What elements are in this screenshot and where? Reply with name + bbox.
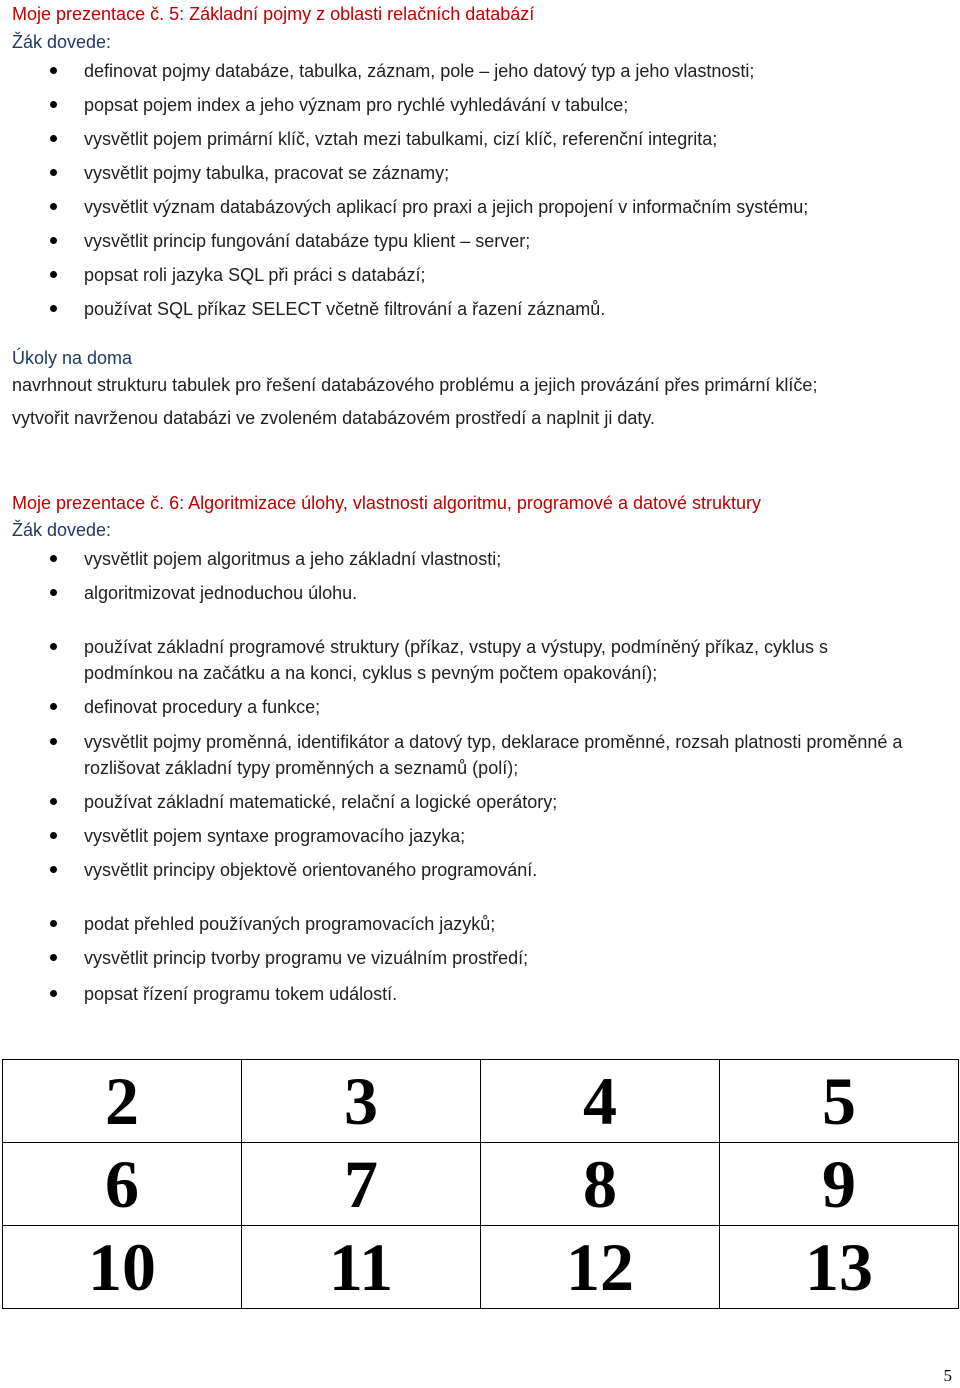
list-item: vysvětlit principy objektově orientovaného programování.	[84, 857, 537, 883]
grid-row	[3, 1143, 959, 1226]
number-grid	[2, 1059, 959, 1309]
homework-item: navrhnout strukturu tabulek pro řešení databázového problému a jejich provázání přes primární klíče;	[12, 375, 818, 395]
grid-row	[3, 1226, 959, 1309]
list-item: popsat pojem index a jeho význam pro rychlé vyhledávání v tabulce;	[84, 92, 628, 118]
grid-cell: 5	[720, 1060, 959, 1143]
grid-row	[3, 1060, 959, 1143]
section-5-heading: Moje prezentace č. 5: Základní pojmy z oblasti relačních databází	[12, 4, 535, 24]
grid-cell: 8	[481, 1143, 720, 1226]
list-item: vysvětlit význam databázových aplikací pro praxi a jejich propojení v informačním systému;	[84, 194, 808, 220]
list-item: vysvětlit princip tvorby programu ve vizuálním prostředí;	[84, 945, 528, 971]
list-item: algoritmizovat jednoduchou úlohu.	[84, 580, 357, 606]
grid-cell: 11	[242, 1226, 481, 1309]
page-number: 5	[943, 1366, 952, 1385]
student-label: Žák dovede:	[12, 32, 112, 52]
list-item: používat základní matematické, relační a logické operátory;	[84, 789, 557, 815]
homework-label: Úkoly na doma	[12, 348, 133, 368]
list-item: definovat procedury a funkce;	[84, 694, 320, 720]
grid-cell: 4	[481, 1060, 720, 1143]
list-item: definovat pojmy databáze, tabulka, záznam, pole – jeho datový typ a jeho vlastnosti;	[84, 58, 754, 84]
list-item: vysvětlit pojem primární klíč, vztah mezi tabulkami, cizí klíč, referenční integrita;	[84, 126, 717, 152]
grid-cell: 13	[720, 1226, 959, 1309]
list-item: vysvětlit pojem syntaxe programovacího jazyka;	[84, 823, 465, 849]
grid-cell: 2	[3, 1060, 242, 1143]
list-item: podat přehled používaných programovacích jazyků;	[84, 911, 495, 937]
list-item: vysvětlit princip fungování databáze typu klient – server;	[84, 228, 530, 254]
list-item: vysvětlit pojem algoritmus a jeho základní vlastnosti;	[84, 546, 501, 572]
student-label: Žák dovede:	[12, 520, 112, 540]
list-item: používat SQL příkaz SELECT včetně filtrování a řazení záznamů.	[84, 296, 605, 322]
list-item: popsat roli jazyka SQL při práci s databází;	[84, 262, 426, 288]
grid-cell: 12	[481, 1226, 720, 1309]
list-item: vysvětlit pojmy tabulka, pracovat se záznamy;	[84, 160, 449, 186]
section-6-heading: Moje prezentace č. 6: Algoritmizace úlohy, vlastnosti algoritmu, programové a datové struktury	[12, 493, 762, 513]
homework-item: vytvořit navrženou databázi ve zvoleném databázovém prostředí a naplnit ji daty.	[12, 408, 656, 428]
grid-cell: 7	[242, 1143, 481, 1226]
grid-cell: 6	[3, 1143, 242, 1226]
grid-cell: 10	[3, 1226, 242, 1309]
list-item: používat základní programové struktury (příkaz, vstupy a výstupy, podmíněný příkaz, cyklus s podmínkou na začátku a na konci, cyklus s pevným počtem opakování);	[84, 634, 904, 686]
grid-cell: 9	[720, 1143, 959, 1226]
grid-cell: 3	[242, 1060, 481, 1143]
list-item: vysvětlit pojmy proměnná, identifikátor a datový typ, deklarace proměnné, rozsah platnosti proměnné a rozlišovat základní typy proměnných a seznamů (polí);	[84, 729, 904, 781]
list-item: popsat řízení programu tokem událostí.	[84, 981, 397, 1007]
